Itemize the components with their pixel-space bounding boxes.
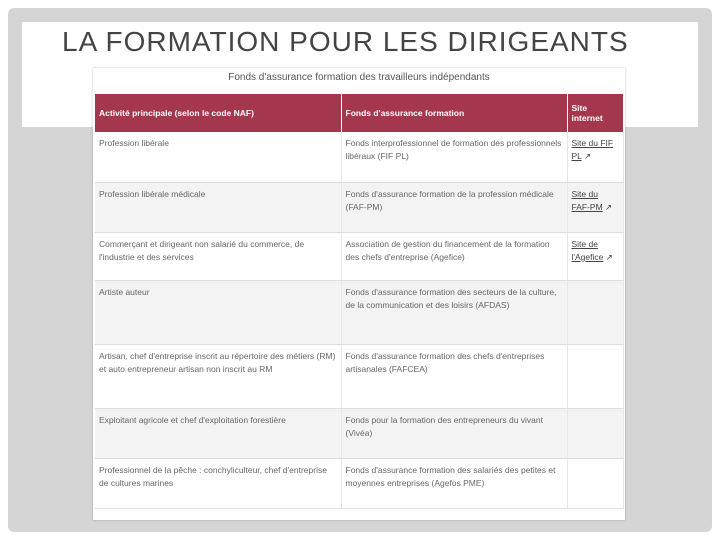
cell-fund: Fonds interprofessionnel de formation des professionnels libéraux (FIF PL) (341, 132, 567, 182)
cell-fund: Fonds d'assurance formation de la profession médicale (FAF-PM) (341, 182, 567, 232)
cell-activity: Artisan, chef d'entreprise inscrit au répertoire des métiers (RM) et auto entrepreneur artisan non inscrit au RM (95, 344, 341, 408)
website-link[interactable]: Site de l'Agefice (571, 238, 604, 262)
cell-fund: Fonds d'assurance formation des secteurs de la culture, de la communication et des loisirs (AFDAS) (341, 280, 567, 344)
table-header-row (95, 94, 623, 132)
cell-website[interactable] (567, 182, 623, 232)
table-row (95, 408, 623, 458)
cell-activity: Professionnel de la pêche : conchyliculteur, chef d'entreprise de cultures marines (95, 458, 341, 508)
cell-fund: Fonds pour la formation des entrepreneurs du vivant (Vivéa) (341, 408, 567, 458)
cell-website (567, 344, 623, 408)
cell-activity: Commerçant et dirigeant non salarié du commerce, de l'industrie et des services (95, 232, 341, 280)
table-row (95, 132, 623, 182)
cell-fund: Association de gestion du financement de la formation des chefs d'entreprise (Agefice) (341, 232, 567, 280)
cell-website (567, 408, 623, 458)
cell-website (567, 280, 623, 344)
header-website: Site internet (567, 94, 623, 132)
cell-activity: Profession libérale médicale (95, 182, 341, 232)
cell-fund: Fonds d'assurance formation des salariés des petites et moyennes entreprises (Agefos PME) (341, 458, 567, 508)
funds-table-panel (93, 68, 625, 520)
cell-activity: Artiste auteur (95, 280, 341, 344)
cell-website (567, 458, 623, 508)
table-caption: Fonds d'assurance formation des travailleurs indépendants (228, 72, 490, 83)
cell-activity: Exploitant agricole et chef d'exploitation forestière (95, 408, 341, 458)
website-link[interactable]: Site du FIF PL (571, 138, 614, 161)
cell-activity: Profession libérale (95, 132, 341, 182)
slide-title: LA FORMATION POUR LES DIRIGEANTS (62, 26, 629, 57)
table-row (95, 280, 623, 344)
cell-fund: Fonds d'assurance formation des chefs d'entreprises artisanales (FAFCEA) (341, 344, 567, 408)
external-link-icon: ↗ (583, 151, 592, 161)
header-fund: Fonds d'assurance formation (341, 94, 567, 132)
header-activity: Activité principale (selon le code NAF) (95, 94, 341, 132)
table-row (95, 344, 623, 408)
table-row (95, 232, 623, 280)
cell-website[interactable] (567, 232, 623, 280)
funds-table (95, 94, 624, 509)
external-link-icon: ↗ (605, 201, 613, 212)
external-link-icon: ↗ (605, 251, 613, 262)
website-link[interactable]: Site du FAF-PM (571, 188, 603, 212)
table-row (95, 182, 623, 232)
cell-website[interactable] (567, 132, 623, 182)
table-row (95, 458, 623, 508)
